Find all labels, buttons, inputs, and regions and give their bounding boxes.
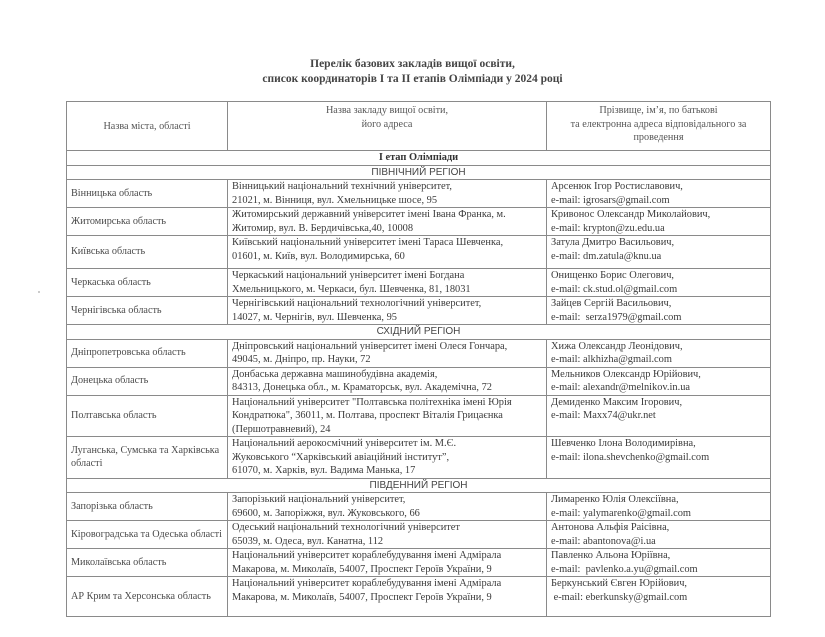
region-area-cell: Луганська, Сумська та Харківська області [67, 437, 228, 479]
coordinator-email[interactable]: e-mail: serza1979@gmail.com [551, 311, 682, 323]
table-row [67, 493, 771, 521]
institution-line: Житомир, вул. В. Бердичівська,40, 10008 [232, 222, 414, 234]
table-row [67, 297, 771, 325]
region-area-cell: Полтавська область [67, 395, 228, 437]
region-area-cell: Запорізька область [67, 493, 228, 521]
institution-line: Кондратюка", 36011, м. Полтава, проспект Віталія Грицаєнка [232, 410, 503, 421]
table-row [67, 549, 771, 577]
coordinator-email[interactable]: e-mail: ilona.shevchenko@gmail.com [551, 451, 710, 463]
scan-speck [38, 291, 40, 293]
region-area-cell: Донецька область [67, 367, 228, 395]
coordinator-cell [547, 437, 771, 479]
region-area-cell: Миколаївська область [67, 549, 228, 577]
region-area-cell: Черкаська область [67, 269, 228, 297]
coordinator-cell [547, 180, 771, 208]
region-row [67, 478, 771, 493]
coordinator-email[interactable]: e-mail: krypton@zu.edu.ua [551, 222, 665, 234]
table-row [67, 208, 771, 236]
institution-line: Київський національний університет імені Тараса Шевченка, [232, 237, 504, 248]
institution-cell [228, 521, 547, 549]
region-row [67, 325, 771, 340]
coordinator-cell [547, 395, 771, 437]
table-row [67, 339, 771, 367]
coordinator-name: Беркунський Євген Юрійович, [551, 578, 688, 589]
institution-line: Запорізький національний університет, [232, 494, 406, 505]
institution-cell [228, 339, 547, 367]
coordinator-name: Лимаренко Юлія Олексіївна, [551, 494, 679, 505]
table-row [67, 180, 771, 208]
institution-line: (Першотравневий), 24 [232, 423, 331, 435]
institution-line: 84313, Донецька обл., м. Краматорськ, вул. Академічна, 72 [232, 382, 492, 393]
institution-line: 65039, м. Одеса, вул. Канатна, 112 [232, 535, 384, 547]
header-city-region: Назва міста, області [67, 102, 228, 151]
institution-line: Чернігівський національний технологічний університет, [232, 298, 482, 309]
institution-line: Вінницький національний технічний університет, [232, 181, 452, 192]
coordinator-cell [547, 339, 771, 367]
region-label: ПІВДЕННИЙ РЕГІОН [67, 478, 771, 493]
coordinator-name: Затула Дмитро Васильович, [551, 237, 675, 248]
institution-cell [228, 437, 547, 479]
coordinator-name: Хижа Олександр Леонідович, [551, 340, 683, 352]
table-header-row [67, 102, 771, 151]
region-area-cell: АР Крим та Херсонська область [67, 577, 228, 617]
institution-cell [228, 367, 547, 395]
table-row [67, 521, 771, 549]
institution-line: 14027, м. Чернігів, вул. Шевченка, 95 [232, 311, 397, 323]
table-row [67, 269, 771, 297]
coordinator-name: Демиденко Максим Ігорович, [551, 396, 683, 408]
coordinator-cell [547, 236, 771, 269]
institution-line: Дніпровський національний університет імені Олеся Гончара, [232, 340, 508, 352]
region-area-cell: Дніпропетровська область [67, 339, 228, 367]
institution-line: Національний університет кораблебудування імені Адмірала [232, 578, 502, 589]
institution-cell [228, 493, 547, 521]
coordinator-email[interactable]: e-mail: igrosars@gmail.com [551, 194, 670, 206]
coordinator-cell [547, 269, 771, 297]
institution-cell [228, 395, 547, 437]
header-institution: Назва закладу вищої освіти, його адреса [228, 102, 547, 151]
institution-line: 01601, м. Київ, вул. Володимирська, 60 [232, 250, 405, 262]
header-coordinator: Прізвище, ім’я, по батькові та електронна адреса відповідального за проведення [547, 102, 771, 151]
region-area-cell: Кіровоградська та Одеська області [67, 521, 228, 549]
institution-cell [228, 180, 547, 208]
institution-cell [228, 269, 547, 297]
institution-line: Макарова, м. Миколаїв, 54007, Проспект Героїв України, 9 [232, 591, 492, 603]
region-area-cell: Вінницька область [67, 180, 228, 208]
institution-line: Житомирський державний університет імені Івана Франка, м. [232, 209, 506, 220]
region-area-cell: Житомирська область [67, 208, 228, 236]
institution-line: Черкаський національний університет імені Богдана [232, 270, 465, 281]
institution-line: 49045, м. Дніпро, пр. Науки, 72 [232, 354, 371, 365]
coordinator-email[interactable]: e-mail: abantonova@i.ua [551, 535, 656, 547]
coordinator-name: Кривонос Олександр Миколайович, [551, 209, 711, 220]
coordinator-email[interactable]: e-mail: ck.stud.ol@gmail.com [551, 283, 678, 295]
coordinator-cell [547, 208, 771, 236]
institution-cell [228, 577, 547, 617]
table-row [67, 437, 771, 479]
region-area-cell: Чернігівська область [67, 297, 228, 325]
title-line-2: список координаторів І та ІІ етапів Олімпіади у 2024 році [262, 73, 563, 85]
stage-row [67, 151, 771, 166]
coordinator-email[interactable]: e-mail: alkhizha@gmail.com [551, 354, 672, 365]
institution-line: Національний університет кораблебудування імені Адмірала [232, 550, 502, 561]
institution-line: Донбаська державна машинобудівна академія, [232, 368, 438, 380]
institution-line: Національний університет "Полтавська політехніка імені Юрія [232, 396, 512, 408]
title-line-1: Перелік базових закладів вищої освіти, [310, 58, 515, 70]
coordinator-cell [547, 549, 771, 577]
coordinator-email[interactable]: e-mail: eberkunsky@gmail.com [551, 591, 688, 603]
coordinator-name: Арсенюк Ігор Ростиславович, [551, 181, 683, 192]
region-area-cell: Київська область [67, 236, 228, 269]
coordinator-cell [547, 577, 771, 617]
institution-line: Макарова, м. Миколаїв, 54007, Проспект Героїв України, 9 [232, 563, 492, 575]
coordinator-email[interactable]: e-mail: yalymarenko@gmail.com [551, 507, 691, 519]
institution-cell [228, 208, 547, 236]
institution-line: Одеський національний технологічний університет [232, 522, 460, 533]
coordinator-name: Зайцев Сергій Васильович, [551, 298, 672, 309]
coordinator-name: Онищенко Борис Олегович, [551, 270, 675, 281]
document-title [0, 57, 825, 87]
coordinator-cell [547, 521, 771, 549]
coordinator-cell [547, 493, 771, 521]
coordinator-name: Антонова Альфія Раісівна, [551, 522, 670, 533]
region-label: СХІДНИЙ РЕГІОН [67, 325, 771, 340]
institution-line: 21021, м. Вінниця, вул. Хмельницьке шосе, 95 [232, 194, 438, 206]
coordinator-name: Шевченко Ілона Володимирівна, [551, 438, 696, 449]
coordinator-email[interactable]: e-mail: Maxx74@ukr.net [551, 410, 656, 421]
region-row [67, 165, 771, 180]
coordinator-cell [547, 367, 771, 395]
table-row [67, 577, 771, 617]
institution-line: Національний аерокосмічний університет ім. М.Є. [232, 438, 457, 449]
stage-label: І етап Олімпіади [67, 151, 771, 166]
institution-cell [228, 236, 547, 269]
institution-cell [228, 297, 547, 325]
institution-cell [228, 549, 547, 577]
coordinator-email[interactable]: e-mail: dm.zatula@knu.ua [551, 250, 662, 262]
coordinator-name: Мельников Олександр Юрійович, [551, 368, 701, 380]
institution-line: Хмельницького, м. Черкаси, бул. Шевченка, 81, 18031 [232, 283, 471, 295]
institution-line: 61070, м. Харків, вул. Вадима Манька, 17 [232, 465, 416, 476]
table-row [67, 236, 771, 269]
coordinator-cell [547, 297, 771, 325]
region-label: ПІВНІЧНИЙ РЕГІОН [67, 165, 771, 180]
table-row [67, 367, 771, 395]
institution-line: 69600, м. Запоріжжя, вул. Жуковського, 66 [232, 507, 420, 519]
institution-line: Жуковського “Харківський авіаційний інститут”, [232, 451, 450, 463]
coordinator-email[interactable]: e-mail: pavlenko.a.yu@gmail.com [551, 563, 698, 575]
coordinator-name: Павленко Альона Юріївна, [551, 550, 671, 561]
coordinator-email[interactable]: e-mail: alexandr@melnikov.in.ua [551, 382, 691, 393]
institutions-table [66, 101, 771, 617]
table-row [67, 395, 771, 437]
